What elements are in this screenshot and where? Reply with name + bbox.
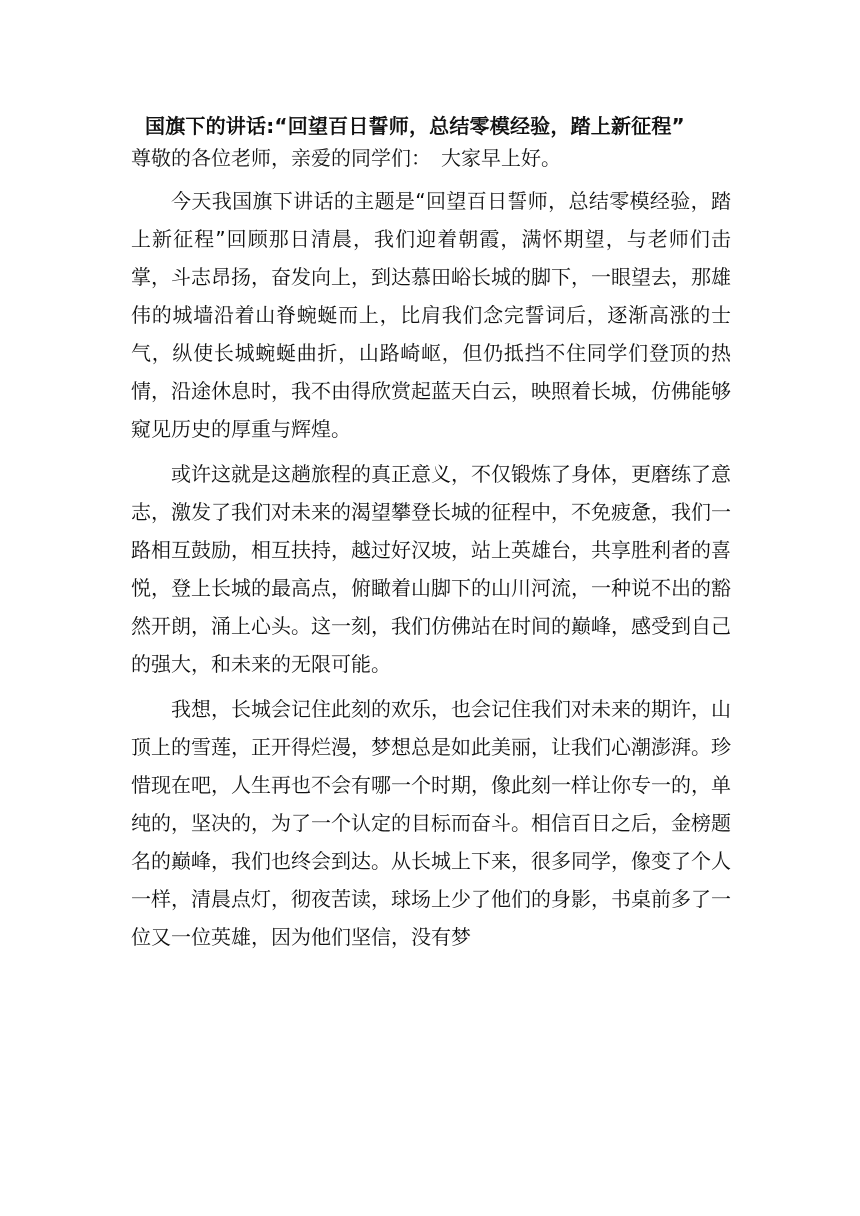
paragraph-2: 或许这就是这趟旅程的真正意义，不仅锻炼了身体，更磨练了意志，激发了我们对未来的渴望攀登长城的征程中，不免疲惫，我们一路相互鼓励，相互扶持，越过好汉坡，站上英雄台，共享胜利者的喜悦，登上长城的最高点，俯瞰着山脚下的山川河流，一种说不出的豁然开朗，涌上心头。这一刻，我们仿佛站在时间的巅峰，感受到自己的强大，和未来的无限可能。 <box>131 462 731 676</box>
document-body <box>131 110 731 963</box>
greeting-line: 尊敬的各位老师，亲爱的同学们： 大家早上好。 <box>131 146 561 170</box>
speech-title: 国旗下的讲话:“回望百日誓师，总结零模经验，踏上新征程” <box>145 114 685 138</box>
paragraph-3: 我想，长城会记住此刻的欢乐，也会记住我们对未来的期许，山顶上的雪莲，正开得烂漫，梦想总是如此美丽，让我们心潮澎湃。珍惜现在吧，人生再也不会有哪一个时期，像此刻一样让你专一的，单纯的，坚决的，为了一个认定的目标而奋斗。相信百日之后，金榜题名的巅峰，我们也终会到达。从长城上下来，很多同学，像变了个人一样，清晨点灯，彻夜苦读，球场上少了他们的身影，书桌前多了一位又一位英雄，因为他们坚信，没有梦 <box>131 697 731 949</box>
paragraph-1: 今天我国旗下讲话的主题是“回望百日誓师，总结零模经验，踏上新征程”回顾那日清晨，我们迎着朝霞，满怀期望，与老师们击掌，斗志昂扬，奋发向上，到达慕田峪长城的脚下，一眼望去，那雄伟的城墙沿着山脊蜿蜒而上，比肩我们念完誓词后，逐渐高涨的士气，纵使长城蜿蜒曲折，山路崎岖，但仍抵挡不住同学们登顶的热情，沿途休息时，我不由得欣赏起蓝天白云，映照着长城，仿佛能够窥见历史的厚重与辉煌。 <box>131 189 731 441</box>
